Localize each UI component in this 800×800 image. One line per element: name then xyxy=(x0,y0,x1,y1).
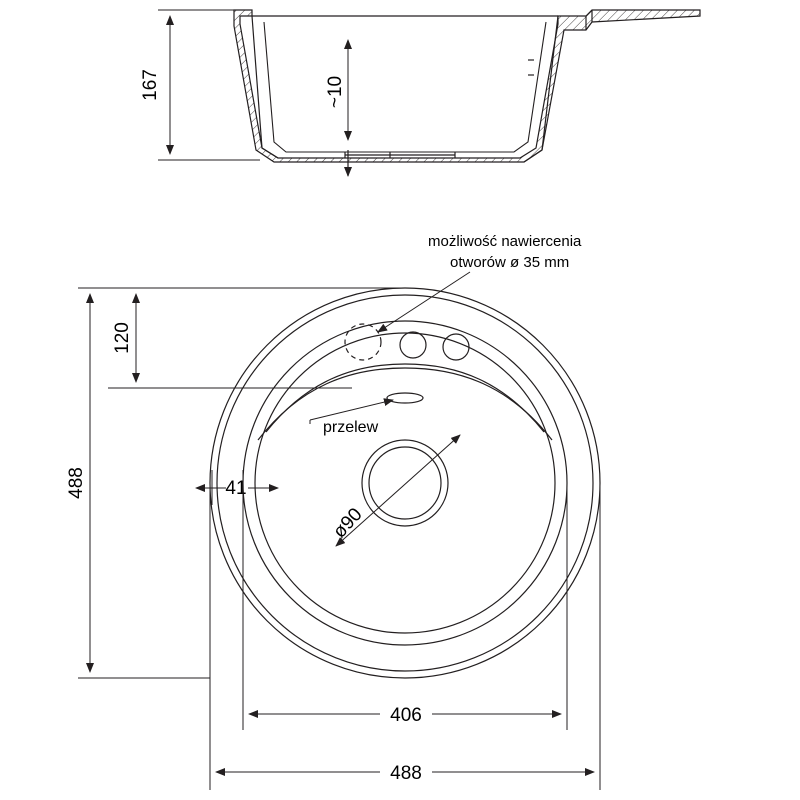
top-view xyxy=(210,288,600,678)
section-view xyxy=(234,10,700,162)
drain-inner-circle xyxy=(369,447,441,519)
drain-outer-circle xyxy=(362,440,448,526)
tap-hole-2 xyxy=(443,334,469,360)
dim-488-vertical xyxy=(78,288,210,678)
dim-section-height-label: 167 xyxy=(140,69,161,101)
dim-488-vertical-label: 488 xyxy=(66,467,87,499)
note-line-2: otworów ø 35 mm xyxy=(450,254,570,271)
overflow-slot xyxy=(387,393,423,403)
dim-488-horizontal-label: 488 xyxy=(390,763,422,784)
sink-bowl-circle xyxy=(243,321,567,645)
dim-406 xyxy=(243,483,567,730)
deck-arc-inner xyxy=(266,364,544,432)
dim-488-horizontal xyxy=(210,483,600,790)
dim-41-label: 41 xyxy=(225,478,247,499)
drain-dim-label: ø90 xyxy=(329,504,367,543)
optional-tap-hole xyxy=(345,324,381,360)
dim-120-label: 120 xyxy=(112,322,133,354)
dim-thickness-label: ~10 xyxy=(325,75,346,109)
sink-outer-circle xyxy=(210,288,600,678)
sink-bowl-inner-circle xyxy=(255,333,555,633)
sink-rim-circle xyxy=(217,295,593,671)
deck-arc xyxy=(258,368,552,440)
note-line-1: możliwość nawiercenia xyxy=(428,233,582,250)
overflow-label: przelew xyxy=(323,419,379,436)
tap-hole-1 xyxy=(400,332,426,358)
dim-406-label: 406 xyxy=(390,705,422,726)
